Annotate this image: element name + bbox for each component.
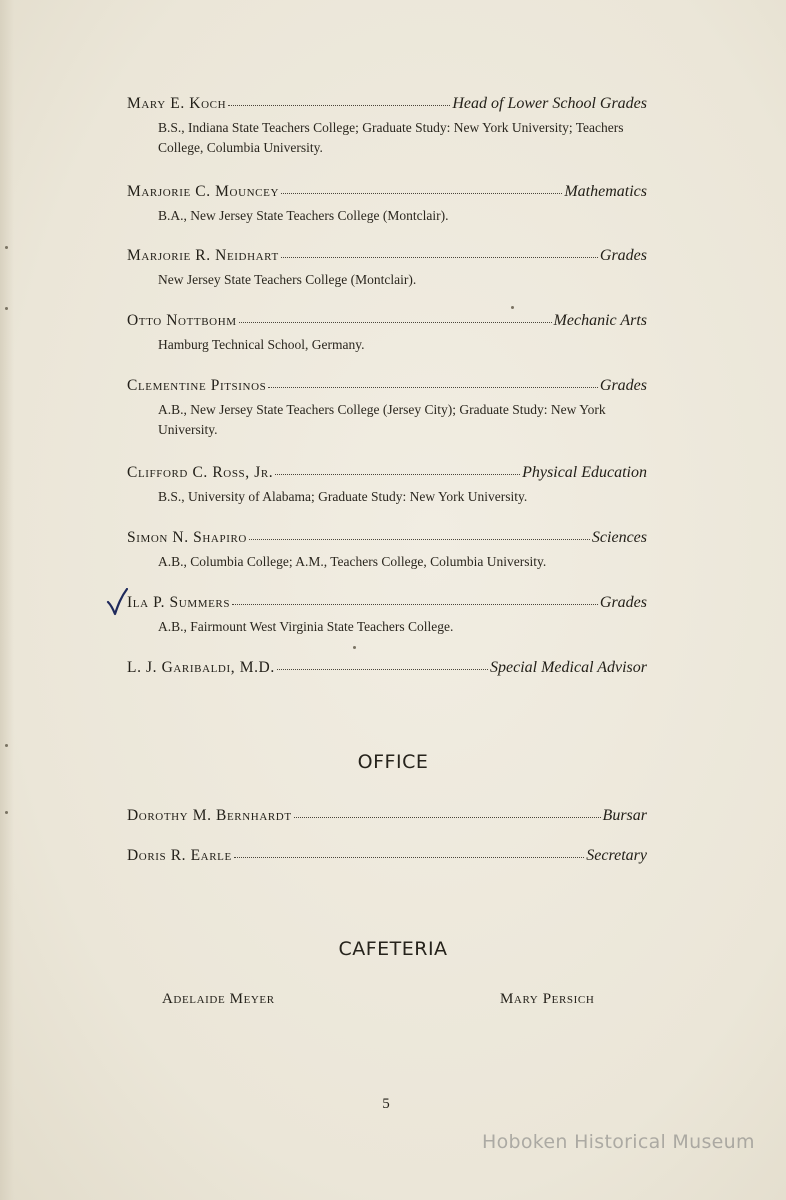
faculty-credentials: New Jersey State Teachers College (Montclair). xyxy=(158,272,417,287)
faculty-name: L. J. Garibaldi, M.D. xyxy=(127,659,275,676)
faculty-entry-mouncey xyxy=(127,182,647,226)
dot-leader xyxy=(249,538,590,540)
paper-speck xyxy=(5,307,8,310)
faculty-role: Physical Education xyxy=(522,464,647,481)
binding-shadow xyxy=(0,0,14,1200)
faculty-entry-nottbohm xyxy=(127,311,647,355)
faculty-credentials: B.S., Indiana State Teachers College; Graduate Study: New York University; Teachers College, Columbia University. xyxy=(158,120,624,155)
office-staff-name: Dorothy M. Bernhardt xyxy=(127,807,292,824)
faculty-role: Mathematics xyxy=(564,183,647,200)
faculty-entry-neidhart xyxy=(127,246,647,290)
dot-leader xyxy=(234,856,584,858)
paper-speck xyxy=(5,811,8,814)
faculty-role: Grades xyxy=(599,377,647,394)
paper-speck xyxy=(353,646,356,649)
faculty-entry-garibaldi xyxy=(127,658,647,678)
faculty-role: Head of Lower School Grades xyxy=(452,95,647,112)
faculty-name: Marjorie C. Mouncey xyxy=(127,183,279,200)
dot-leader xyxy=(294,816,601,818)
faculty-credentials: Hamburg Technical School, Germany. xyxy=(158,337,365,352)
page-number: 5 xyxy=(382,1096,390,1112)
faculty-name: Otto Nottbohm xyxy=(127,312,237,329)
dot-leader xyxy=(239,321,552,323)
faculty-credentials: A.B., New Jersey State Teachers College (Jersey City); Graduate Study: New York University. xyxy=(158,402,606,437)
dot-leader xyxy=(275,473,520,475)
faculty-entry-koch xyxy=(127,94,647,158)
dot-leader xyxy=(232,603,598,605)
dot-leader xyxy=(228,104,450,106)
paper-speck xyxy=(511,306,514,309)
cafeteria-heading: CAFETERIA xyxy=(338,938,448,960)
office-entry-earle xyxy=(127,846,647,866)
cafeteria-staff-name: Adelaide Meyer xyxy=(162,991,275,1007)
faculty-role: Special Medical Advisor xyxy=(490,659,647,676)
faculty-role: Sciences xyxy=(591,529,647,546)
faculty-name: Clifford C. Ross, Jr. xyxy=(127,464,274,481)
faculty-entry-pitsinos xyxy=(127,376,647,440)
paper-speck xyxy=(5,246,8,249)
faculty-credentials: B.A., New Jersey State Teachers College (Montclair). xyxy=(158,208,449,223)
dot-leader xyxy=(268,386,598,388)
faculty-role: Grades xyxy=(599,247,647,264)
dot-leader xyxy=(281,192,562,194)
office-heading: OFFICE xyxy=(357,751,429,773)
faculty-credentials: A.B., Columbia College; A.M., Teachers College, Columbia University. xyxy=(158,554,547,569)
office-staff-role: Secretary xyxy=(586,847,647,864)
faculty-credentials: A.B., Fairmount West Virginia State Teachers College. xyxy=(158,619,454,634)
faculty-name: Marjorie R. Neidhart xyxy=(127,247,279,264)
faculty-role: Mechanic Arts xyxy=(553,312,647,329)
faculty-entry-shapiro xyxy=(127,528,647,572)
cafeteria-staff-name: Mary Persich xyxy=(500,991,595,1007)
office-entry-bernhardt xyxy=(127,806,647,826)
office-staff-name: Doris R. Earle xyxy=(127,847,232,864)
handwritten-check-mark-icon xyxy=(106,588,128,616)
paper-speck xyxy=(5,744,8,747)
faculty-name: Simon N. Shapiro xyxy=(127,529,247,546)
faculty-entry-summers xyxy=(127,593,647,637)
dot-leader xyxy=(277,668,488,670)
dot-leader xyxy=(281,256,598,258)
faculty-name: Mary E. Koch xyxy=(127,95,227,112)
faculty-role: Grades xyxy=(599,594,647,611)
faculty-entry-ross xyxy=(127,463,647,507)
office-staff-role: Bursar xyxy=(602,807,647,824)
museum-watermark: Hoboken Historical Museum xyxy=(482,1131,755,1153)
faculty-credentials: B.S., University of Alabama; Graduate Study: New York University. xyxy=(158,489,528,504)
faculty-name: Ila P. Summers xyxy=(127,594,231,611)
faculty-name: Clementine Pitsinos xyxy=(127,377,267,394)
